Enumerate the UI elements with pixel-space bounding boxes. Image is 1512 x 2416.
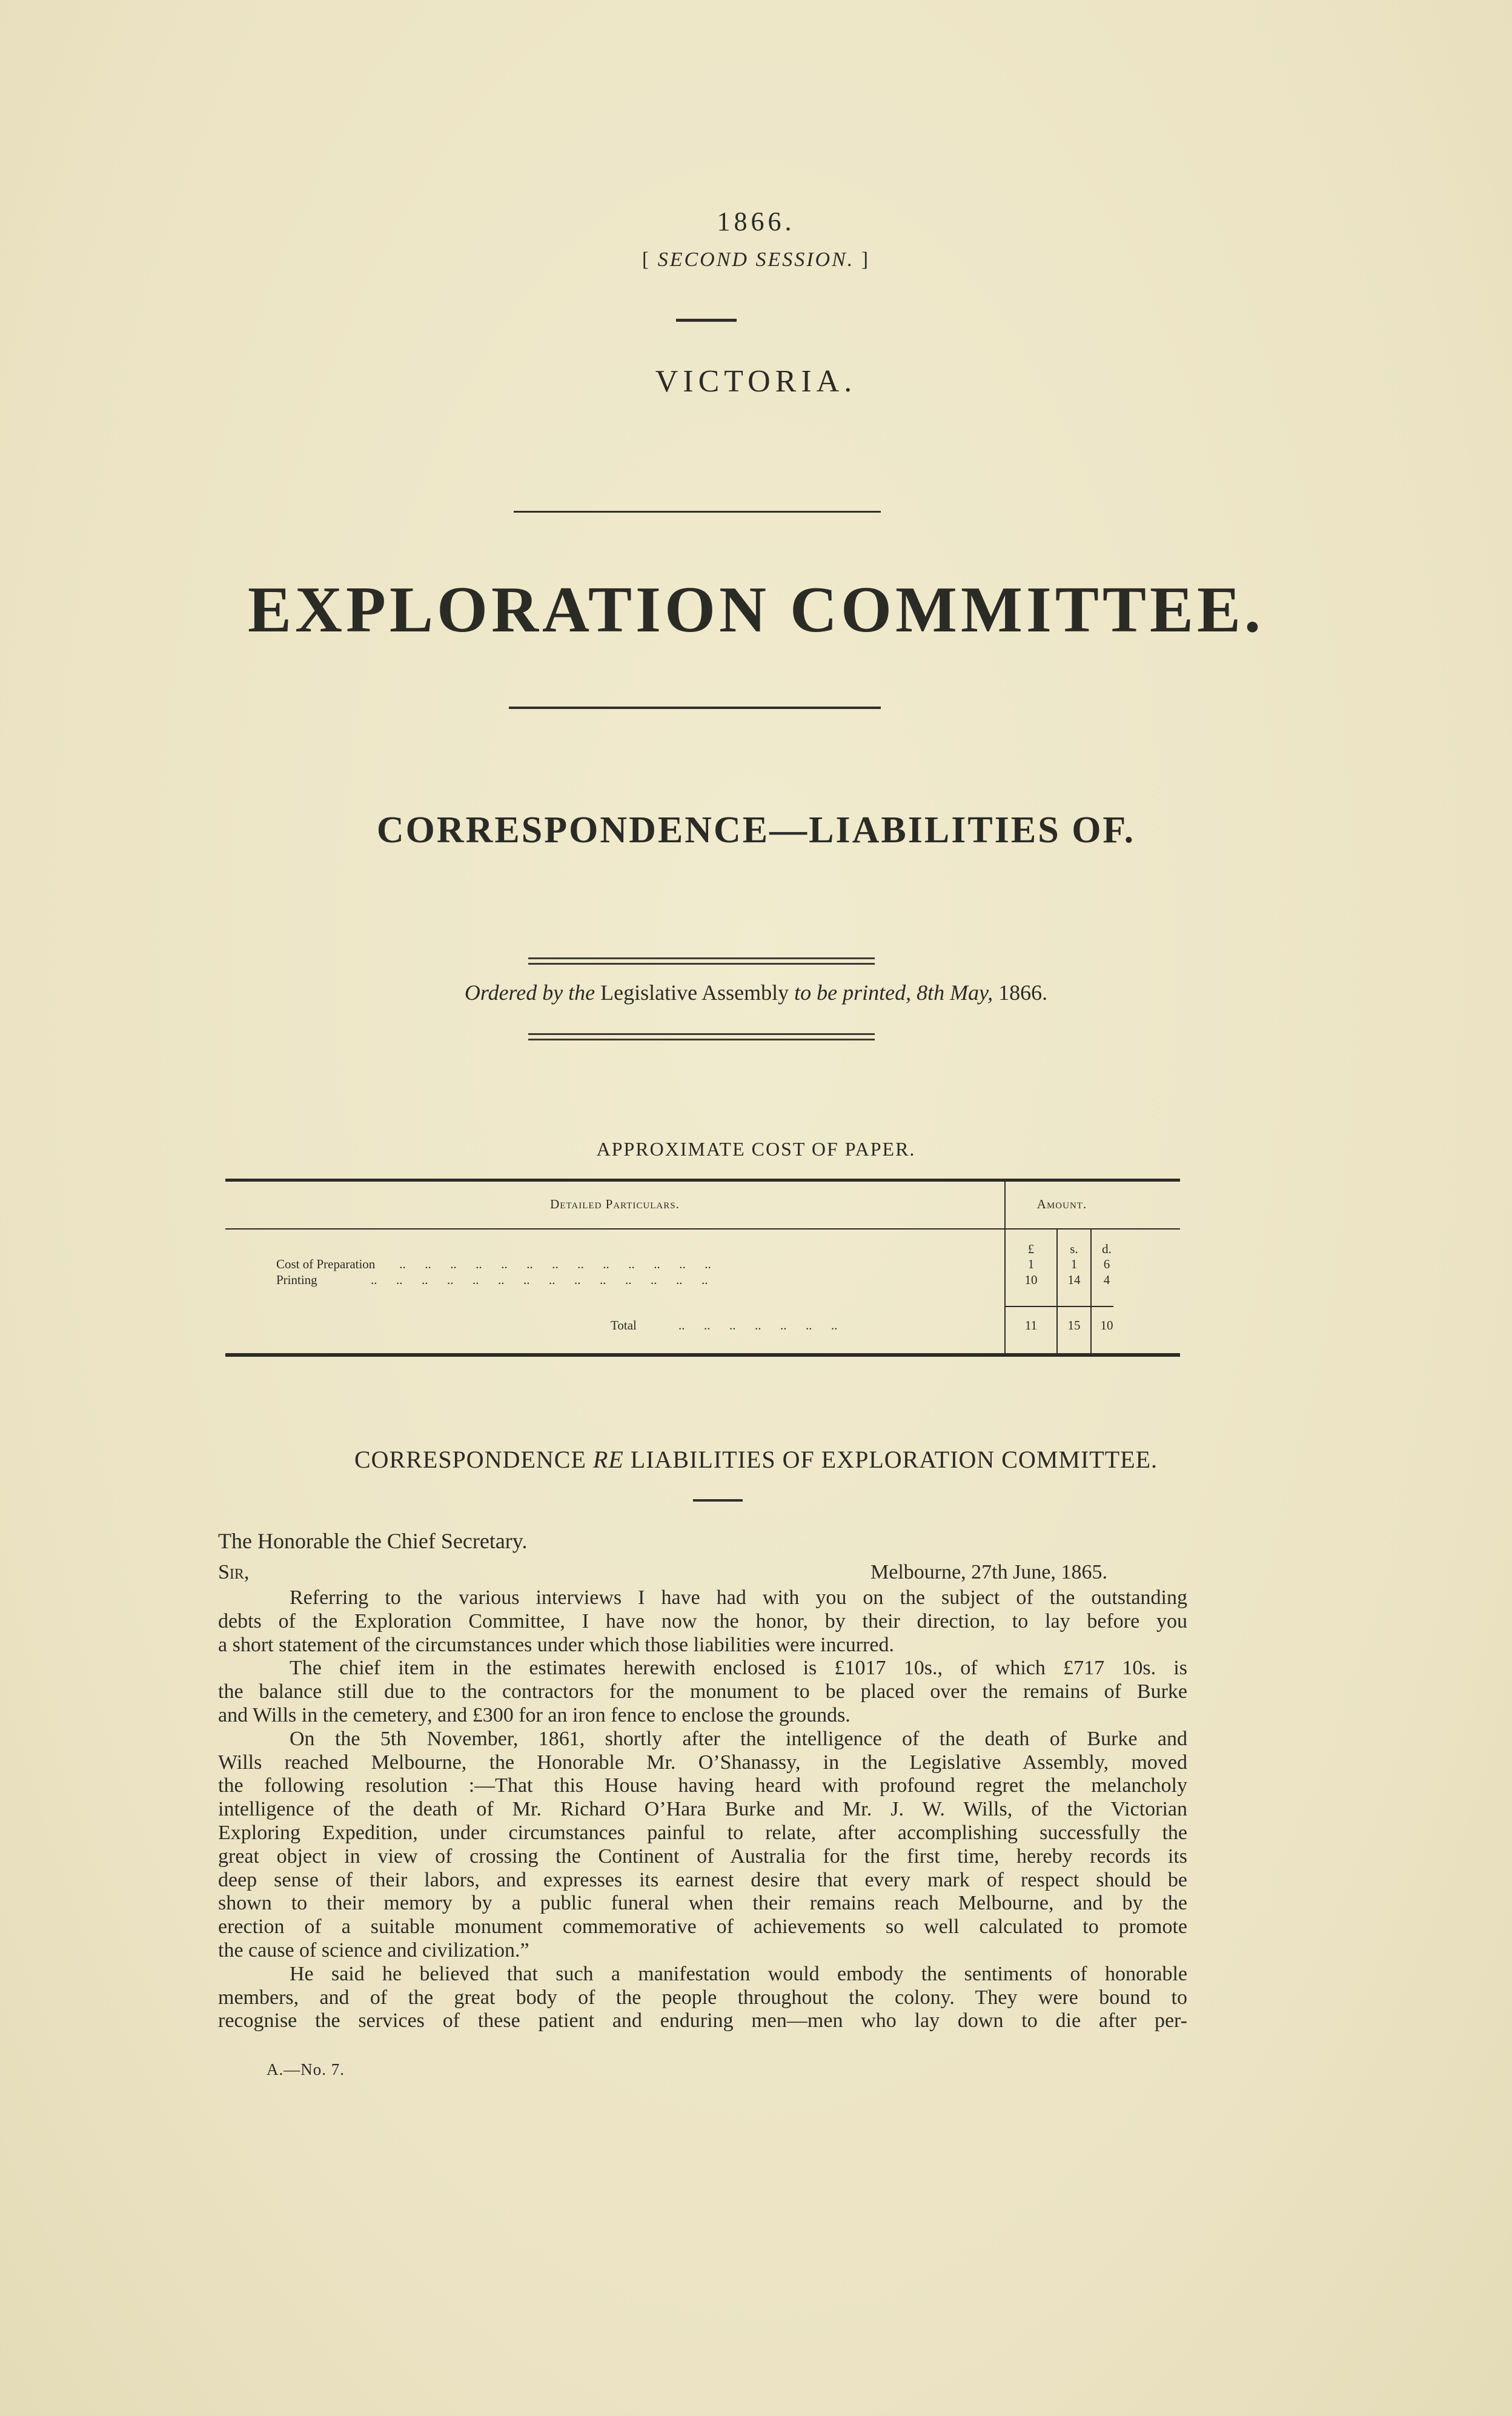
text-line: great object in view of crossing the Continent of Australia for the first time, hereby records its xyxy=(218,1845,1187,1868)
printing-pounds: 10 xyxy=(1024,1273,1038,1287)
document-title: EXPLORATION COMMITTEE. xyxy=(247,574,1265,646)
text-line: erection of a suitable monument commemorative of achievements so well calculated to promote xyxy=(218,1915,1187,1938)
preparation-pounds: 1 xyxy=(1027,1257,1035,1271)
letter-body xyxy=(218,1586,1187,2033)
text-line: members, and of the great body of the people throughout the colony. They were bound to xyxy=(218,1986,1187,2009)
text-line: and Wills in the cemetery, and £300 for an iron fence to enclose the grounds. xyxy=(218,1703,850,1726)
text-line: Referring to the various interviews I have had with you on the subject of the outstanding xyxy=(290,1586,1187,1609)
letter-heading-re: RE xyxy=(592,1446,624,1473)
paragraph xyxy=(218,1728,1187,1963)
paragraph xyxy=(218,1586,1187,1657)
year: 1866. xyxy=(717,207,795,236)
total-pence: 10 xyxy=(1100,1318,1113,1333)
letter-heading-post: LIABILITIES OF EXPLORATION COMMITTEE. xyxy=(630,1446,1158,1473)
table-header-rule xyxy=(225,1228,1180,1230)
cost-table xyxy=(225,1179,1180,1358)
leader-dots: .. .. .. .. .. .. .. .. .. .. .. .. .. .. xyxy=(371,1273,708,1287)
letter-heading xyxy=(0,1445,1512,1474)
text-line: shown to their memory by a public funeral when their remains reach Melbourne, and by the xyxy=(218,1892,1187,1915)
total-rule xyxy=(1004,1306,1113,1307)
row-label-total: Total xyxy=(611,1318,637,1333)
order-ordered-by: Ordered by the xyxy=(464,980,595,1005)
text-line: He said he believed that such a manifestation would embody the sentiments of honorable xyxy=(290,1962,1187,1985)
text-line: recognise the services of these patient and enduring men—men who lay down to die after per- xyxy=(218,2009,1187,2032)
session-label xyxy=(0,248,1512,271)
addressee: The Honorable the Chief Secretary. xyxy=(218,1529,528,1553)
preparation-shillings: 1 xyxy=(1070,1257,1078,1271)
double-rule-below-order xyxy=(528,1033,875,1040)
session-text: SECOND SESSION. xyxy=(657,248,855,271)
table-bottom-rule xyxy=(225,1353,1180,1357)
text-line: intelligence of the death of Mr. Richard O’Hara Burke and Mr. J. W. Wills, of the Victorian xyxy=(218,1798,1187,1821)
table-top-rule xyxy=(225,1179,1180,1182)
order-year: 1866. xyxy=(998,980,1048,1005)
session-close-bracket: ] xyxy=(861,248,870,271)
printing-shillings: 14 xyxy=(1067,1273,1081,1287)
text-line: the cause of science and civilization.” xyxy=(218,1938,529,1962)
text-line: Wills reached Melbourne, the Honorable Mr. O’Shanassy, in the Legislative Assembly, moved xyxy=(218,1751,1187,1774)
unit-shillings: s. xyxy=(1070,1242,1078,1256)
printing-pence: 4 xyxy=(1103,1273,1110,1287)
letter-heading-pre: CORRESPONDENCE xyxy=(354,1446,586,1473)
paragraph xyxy=(218,1963,1187,2033)
order-body: Legislative Assembly xyxy=(600,980,789,1005)
text-line: The chief item in the estimates herewith enclosed is £1017 10s., of which £717 10s. is xyxy=(290,1657,1187,1680)
place-and-date: Melbourne, 27th June, 1865. xyxy=(870,1561,1107,1583)
text-line: debts of the Exploration Committee, I have now the honor, by their direction, to lay before you xyxy=(218,1609,1187,1632)
session-open-bracket: [ xyxy=(642,248,651,271)
printing-order xyxy=(0,980,1512,1005)
leader-dots: .. .. .. .. .. .. .. .. .. .. .. .. .. xyxy=(396,1257,711,1271)
document-reference: A.—No. 7. xyxy=(267,2060,345,2078)
row-label-preparation: Cost of Preparation xyxy=(276,1257,376,1271)
text-line: a short statement of the circumstances under which those liabilities were incurred. xyxy=(218,1633,894,1656)
row-label-printing: Printing xyxy=(276,1273,317,1287)
text-line: the balance still due to the contractors for the monument to be placed over the remains of Burke xyxy=(218,1680,1187,1703)
preparation-pence: 6 xyxy=(1103,1257,1110,1271)
colony-name: VICTORIA. xyxy=(655,364,857,399)
text-line: the following resolution :—That this House having heard with profound regret the melancholy xyxy=(218,1774,1187,1797)
rule-below-title xyxy=(509,707,881,709)
header-amount: Amount. xyxy=(1036,1197,1087,1211)
header-particulars: Detailed Particulars. xyxy=(550,1197,680,1211)
paragraph xyxy=(218,1657,1187,1727)
short-rule-below-heading xyxy=(693,1499,743,1502)
cost-heading: APPROXIMATE COST OF PAPER. xyxy=(596,1138,916,1160)
unit-pence: d. xyxy=(1102,1242,1112,1256)
text-line: Exploring Expedition, under circumstances painful to relate, after accomplishing successfully the xyxy=(218,1821,1187,1844)
total-pounds: 11 xyxy=(1024,1318,1038,1333)
rule-above-title xyxy=(514,511,881,513)
unit-pounds: £ xyxy=(1027,1242,1035,1256)
double-rule-above-order xyxy=(528,957,875,965)
total-shillings: 15 xyxy=(1067,1318,1081,1333)
short-rule xyxy=(676,319,737,322)
order-to-be-printed: to be printed, xyxy=(794,980,912,1005)
leader-dots: .. .. .. .. .. .. .. xyxy=(678,1318,838,1333)
order-date: 8th May, xyxy=(917,980,993,1005)
text-line: On the 5th November, 1861, shortly after the intelligence of the death of Burke and xyxy=(290,1727,1187,1750)
salutation: Sir, xyxy=(218,1561,250,1583)
document-subtitle: CORRESPONDENCE—LIABILITIES OF. xyxy=(376,810,1136,851)
text-line: deep sense of their labors, and expresses its earnest desire that every mark of respect should be xyxy=(218,1868,1187,1891)
